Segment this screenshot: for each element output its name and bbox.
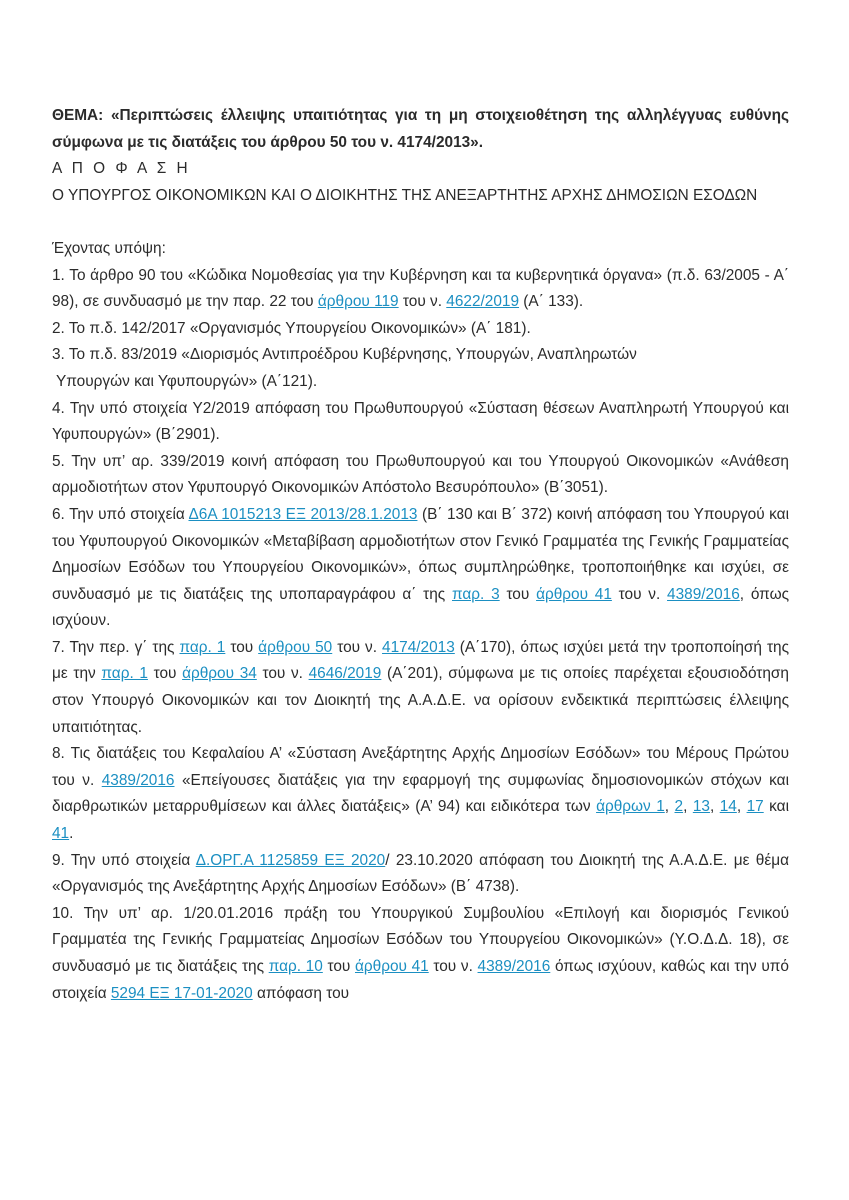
text-run: του (225, 638, 259, 656)
link-par-1[interactable]: παρ. 1 (179, 638, 226, 656)
consideration-10 (52, 901, 789, 1007)
link-decision-5294[interactable]: 5294 ΕΞ 17-01-2020 (110, 984, 253, 1002)
link-articles-1[interactable]: άρθρων 1 (596, 798, 665, 816)
text-run: απόφαση του (252, 984, 350, 1002)
text-run: 6. Την υπό στοιχεία (52, 505, 189, 523)
text-run: , (683, 798, 693, 816)
consideration-7 (52, 635, 789, 741)
link-article-50[interactable]: άρθρου 50 (258, 638, 333, 656)
link-article-41[interactable]: 41 (52, 825, 70, 843)
text-run: (Α΄170), όπως ισχύει μετά την τροποποίησή της με την (52, 638, 790, 683)
text-run: . (69, 825, 74, 843)
consideration-8 (52, 741, 789, 847)
text-run: του (147, 665, 183, 683)
link-decision-d6a[interactable]: Δ6Α 1015213 ΕΞ 2013/28.1.2013 (188, 505, 418, 523)
decision-heading: Α Π Ο Φ Α Σ Η (52, 160, 191, 178)
text-run: του (322, 958, 355, 975)
text-run: «Επείγουσες διατάξεις για την εφαρμογή της συμφωνίας δημοσιονομικών στόχων και διαρθρωτικών μεταρρυθμίσεων και άλλες διατάξεις» (Α’ 94) και ειδικότερα των (52, 771, 789, 816)
link-article-2[interactable]: 2 (674, 798, 684, 816)
blank-line (52, 209, 789, 236)
text-run: 8. Τις διατάξεις του Κεφαλαίου Α’ «Σύσταση Ανεξάρτητης Αρχής Δημοσίων Εσόδων» του Μέρους Πρώτου του ν. (52, 745, 789, 789)
text-run: / 23.10.2020 απόφαση του Διοικητή της Α.Α.Δ.Ε. με θέμα «Οργανισμός της Ανεξάρτητης Αρχής Δημοσίων Εσόδων» (Β΄ 4738). (52, 851, 789, 896)
document-page (52, 103, 789, 1007)
text-run: Υπουργών και Υφυπουργών» (Α΄121). (56, 372, 318, 390)
consideration-4: 4. Την υπό στοιχεία Υ2/2019 απόφαση του Πρωθυπουργού «Σύσταση θέσεων Αναπληρωτή Υπουργού και Υφυπουργών» (Β΄2901). (52, 399, 789, 444)
text-run: 1. Το άρθρο 90 του «Κώδικα Νομοθεσίας για την Κυβέρνηση και τα κυβερνητικά όργανα» (π.δ. 63/2005 - Α΄ 98), σε συνδυασμό με την παρ. 22 του (52, 266, 789, 311)
text-run: 9. Την υπό στοιχεία (52, 851, 196, 869)
consideration-6 (52, 502, 789, 635)
consideration-1 (52, 263, 789, 316)
text-run: όπως ισχύουν, καθώς και την υπό στοιχεία (52, 958, 789, 1002)
link-decision-dorga[interactable]: Δ.ΟΡΓ.Α 1125859 ΕΞ 2020 (195, 851, 386, 869)
text-run: 3. Το π.δ. 83/2019 «Διορισμός Αντιπροέδρου Κυβέρνησης, Υπουργών, Αναπληρωτών (52, 346, 637, 364)
text-run: , (736, 798, 747, 816)
link-law-4646-2019[interactable]: 4646/2019 (308, 665, 382, 683)
link-law-4622-2019[interactable]: 4622/2019 (446, 293, 520, 311)
link-article-14[interactable]: 14 (719, 798, 737, 816)
text-run: 10. Την υπ’ αρ. 1/20.01.2016 πράξη του Υπουργικού Συμβουλίου «Επιλογή και διορισμός Γενικού Γραμματέα της Γενικής Γραμματείας Δημοσίων Εσόδων του Υπουργείου Οικονομικών» (Υ.Ο.Δ.Δ. 18), σε συνδυασμό με τις διατάξεις της (52, 904, 789, 975)
text-run: του ν. (428, 958, 478, 975)
text-run: (Α΄201), σύμφωνα με τις οποίες παρέχεται εξουσιοδότηση στον Υπουργό Οικονομικών και τον Διοικητή της Α.Α.Δ.Ε. να ορίσουν ενδεικτικά περιπτώσεις έλλειψης υπαιτιότητας. (52, 665, 789, 736)
text-run: του (499, 585, 537, 603)
text-run: (Β΄ 130 και Β΄ 372) κοινή απόφαση του Υπουργού και του Υφυπουργού Οικονομικών «Μεταβίβαση αρμοδιοτήτων στον Γενικό Γραμματέα της Γενικής Γραμματείας Δημοσίων Εσόδων του Υπουργείου Οικονομικών», όπως συμπληρώθηκε, τροποποιήθηκε και ισχύει, σε συνδυασμό με τις διατάξεις της υποπαραγράφου α΄ της (52, 505, 789, 603)
text-run: του ν. (256, 665, 309, 683)
text-run: και (763, 798, 789, 816)
link-law-4389-2016[interactable]: 4389/2016 (477, 958, 551, 975)
link-par-3[interactable]: παρ. 3 (452, 585, 500, 603)
text-run: , (709, 798, 720, 816)
link-article-13[interactable]: 13 (692, 798, 710, 816)
link-par-1[interactable]: παρ. 1 (101, 665, 148, 683)
text-run: , όπως ισχύουν. (52, 585, 790, 630)
consideration-9 (52, 848, 789, 901)
document-title: ΘΕΜΑ: «Περιπτώσεις έλλειψης υπαιτιότητας για τη μη στοιχειοθέτηση της αλληλέγγυας ευθύνης σύμφωνα με τις διατάξεις του άρθρου 50 του ν. 4174/2013». (52, 107, 789, 151)
consideration-2: 2. Το π.δ. 142/2017 «Οργανισμός Υπουργείου Οικονομικών» (Α΄ 181). (52, 319, 531, 337)
text-run: , (664, 798, 675, 816)
consideration-3 (52, 342, 789, 395)
issuing-authorities: Ο ΥΠΟΥΡΓΟΣ ΟΙΚΟΝΟΜΙΚΩΝ ΚΑΙ Ο ΔΙΟΙΚΗΤΗΣ ΤΗΣ ΑΝΕΞΑΡΤΗΤΗΣ ΑΡΧΗΣ ΔΗΜΟΣΙΩΝ ΕΣΟΔΩΝ (52, 186, 758, 204)
link-article-17[interactable]: 17 (746, 798, 764, 816)
link-article-119[interactable]: άρθρου 119 (317, 293, 399, 311)
link-article-41[interactable]: άρθρου 41 (536, 585, 612, 603)
consideration-5: 5. Την υπ’ αρ. 339/2019 κοινή απόφαση του Πρωθυπουργού και του Υπουργού Οικονομικών «Ανάθεση αρμοδιοτήτων στον Υφυπουργό Οικονομικών Απόστολο Βεσυρόπουλο» (Β΄3051). (52, 452, 789, 497)
link-article-41[interactable]: άρθρου 41 (354, 958, 429, 975)
text-run: του ν. (611, 585, 668, 603)
text-run: του ν. (398, 293, 447, 311)
link-par-10[interactable]: παρ. 10 (268, 958, 323, 975)
link-article-34[interactable]: άρθρου 34 (182, 665, 257, 683)
text-run: (Α΄ 133). (519, 293, 584, 311)
text-run: του ν. (332, 638, 383, 656)
link-law-4174-2013[interactable]: 4174/2013 (382, 638, 455, 656)
text-run: 7. Την περ. γ΄ της (52, 638, 180, 656)
link-law-4389-2016[interactable]: 4389/2016 (101, 771, 175, 789)
link-law-4389-2016[interactable]: 4389/2016 (667, 585, 740, 603)
considerations-intro: Έχοντας υπόψη: (52, 239, 166, 257)
